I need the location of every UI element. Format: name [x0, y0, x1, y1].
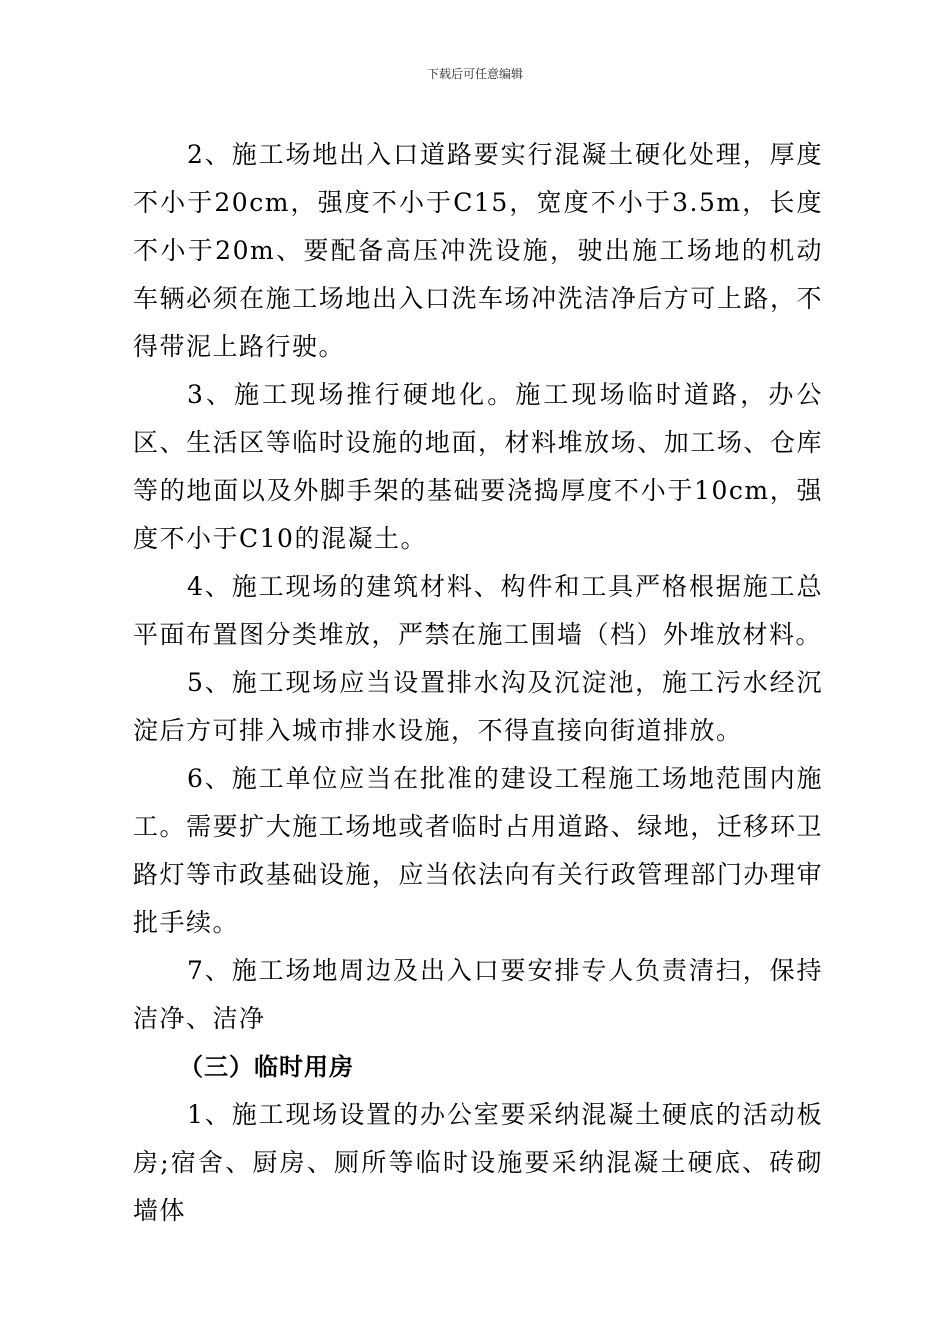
document-body — [133, 131, 823, 1235]
paragraph-item-4: 4、施工现场的建筑材料、构件和工具严格根据施工总平面布置图分类堆放，严禁在施工围墙（档）外堆放材料。 — [133, 572, 823, 649]
section-paragraph-1: 1、施工现场设置的办公室要采纳混凝土硬底的活动板房;宿舍、厨房、厕所等临时设施要采纳混凝土硬底、砖砌墙体 — [133, 1100, 823, 1225]
paragraph-item-2: 2、施工场地出入口道路要实行混凝土硬化处理，厚度不小于20cm，强度不小于C15，宽度不小于3.5m，长度不小于20m、要配备高压冲洗设施，驶出施工场地的机动车辆必须在施工场地出入口洗车场冲洗洁净后方可上路，不得带泥上路行驶。 — [133, 140, 823, 361]
paragraph-item-5: 5、施工现场应当设置排水沟及沉淀池，施工污水经沉淀后方可排入城市排水设施，不得直接向街道排放。 — [133, 668, 823, 745]
paragraph-item-6: 6、施工单位应当在批准的建设工程施工场地范围内施工。需要扩大施工场地或者临时占用道路、绿地，迁移环卫路灯等市政基础设施，应当依法向有关行政管理部门办理审批手续。 — [133, 764, 823, 937]
section-heading: （三）临时用房 — [179, 1053, 354, 1081]
paragraph-item-3: 3、施工现场推行硬地化。施工现场临时道路，办公区、生活区等临时设施的地面，材料堆放场、加工场、仓库等的地面以及外脚手架的基础要浇捣厚度不小于10cm，强度不小于C10的混凝土。 — [133, 380, 823, 553]
paragraph-item-7: 7、施工场地周边及出入口要安排专人负责清扫，保持洁净、洁净 — [133, 956, 823, 1033]
page-header: 下载后可任意编辑 — [426, 67, 523, 81]
